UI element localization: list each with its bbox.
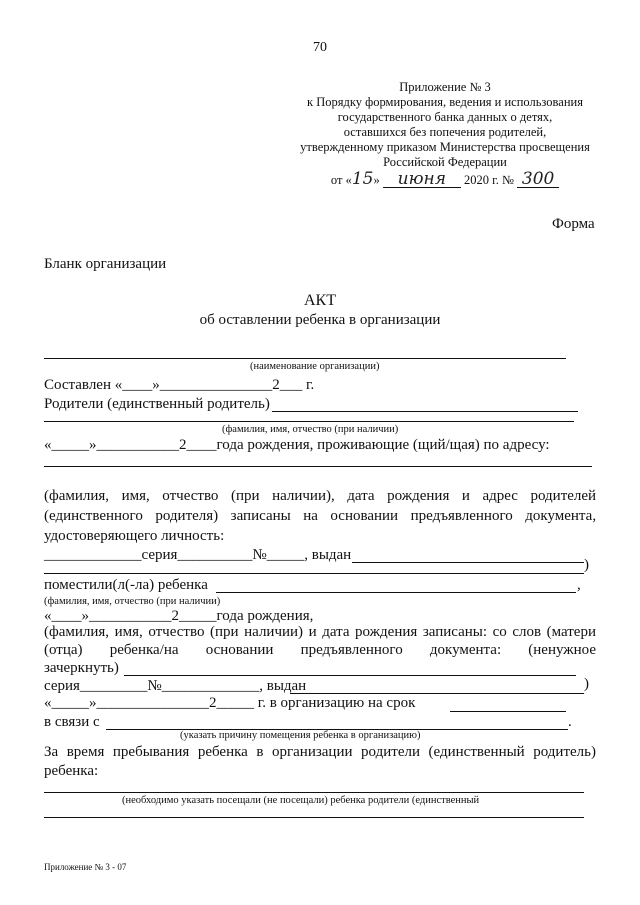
parents-label: Родители (единственный родитель) — [44, 396, 270, 412]
parents-line-2 — [44, 421, 574, 422]
issued-line-1 — [352, 562, 584, 563]
appendix-line: государственного банка данных о детях, — [337, 110, 553, 124]
para2-line2: (отца) ребенка/на основании предъявленного документа: (ненужное — [44, 642, 597, 658]
hint-fio-1: (фамилия, имя, отчество (при наличии) — [222, 424, 399, 435]
form-label: Форма — [552, 216, 595, 232]
handwritten-number: 300 — [517, 172, 559, 188]
act-title: АКТ — [304, 292, 336, 309]
handwritten-day: 15 — [351, 169, 374, 189]
placed-line — [216, 592, 576, 593]
hint-fio-2: (фамилия, имя, отчество (при наличии) — [44, 596, 221, 607]
parents-line — [272, 411, 578, 412]
composed-line: Составлен «____»_______________2___ г. — [44, 377, 315, 393]
para3-line2: ребенка: — [44, 763, 99, 779]
address-line — [44, 466, 592, 467]
appendix-line: Российской Федерации — [383, 155, 507, 169]
issued-line-2 — [290, 693, 584, 694]
hint-visits: (необходимо указать посещали (не посещали) ребенка родители (единственный — [122, 795, 480, 806]
close-paren-2: ) — [584, 676, 589, 692]
placed-comma: , — [577, 577, 581, 593]
org-name-line — [44, 358, 566, 359]
hint-reason: (указать причину помещения ребенка в организацию) — [180, 730, 421, 741]
footer-code: Приложение № 3 - 07 — [44, 862, 127, 872]
handwritten-month: июня — [383, 172, 461, 188]
series-line-2: серия_________№_____________, выдан — [44, 678, 307, 694]
appendix-line: к Порядку формирования, ведения и использования — [307, 95, 583, 109]
act-subtitle: об оставлении ребенка в организации — [199, 312, 441, 328]
appendix-date: от «15» июня 2020 г. № 300 — [270, 172, 620, 188]
close-paren-1: ) — [584, 557, 589, 573]
placed-label: поместили(л(-ла) ребенка — [44, 577, 208, 593]
term-blank — [450, 711, 566, 712]
para1-line1: (фамилия, имя, отчество (при наличии), дата рождения и адрес родителей — [44, 488, 597, 504]
appendix-line: Приложение № 3 — [399, 80, 491, 94]
para1-line2: (единственного родителя) записаны на основании предъявленного документа, — [44, 508, 597, 524]
org-blank-label: Бланк организации — [44, 256, 167, 272]
appendix-line: утвержденному приказом Министерства просвещения — [300, 140, 590, 154]
para2-line3: зачеркнуть) — [44, 660, 119, 676]
visits-line-2 — [44, 817, 584, 818]
due-to-label: в связи с — [44, 714, 100, 730]
para2-line1: (фамилия, имя, отчество (при наличии) и дата рождения записаны: со слов (матери — [44, 624, 596, 640]
hint-org-name: (наименование организации) — [250, 361, 380, 372]
term-line: «_____»_______________2_____ г. в организацию на срок — [44, 695, 416, 711]
appendix-line: оставшихся без попечения родителей, — [343, 125, 547, 139]
appendix-block — [270, 80, 620, 188]
para1-line3: удостоверяющего личность: — [44, 528, 225, 544]
para3-line1: За время пребывания ребенка в организации родители (единственный родитель) — [44, 744, 596, 760]
visits-line — [44, 792, 584, 793]
issued-line-1b — [44, 573, 584, 574]
due-to-period: . — [568, 714, 572, 730]
strike-line — [124, 675, 576, 676]
birth-address-line: «_____»___________2____года рождения, проживающие (щий/щая) по адресу: — [44, 437, 550, 453]
birth-line-2: «____»___________2_____года рождения, — [44, 608, 314, 624]
series-line-1: _____________серия__________№_____, выдан — [44, 547, 352, 563]
page-number: 70 — [313, 40, 327, 55]
